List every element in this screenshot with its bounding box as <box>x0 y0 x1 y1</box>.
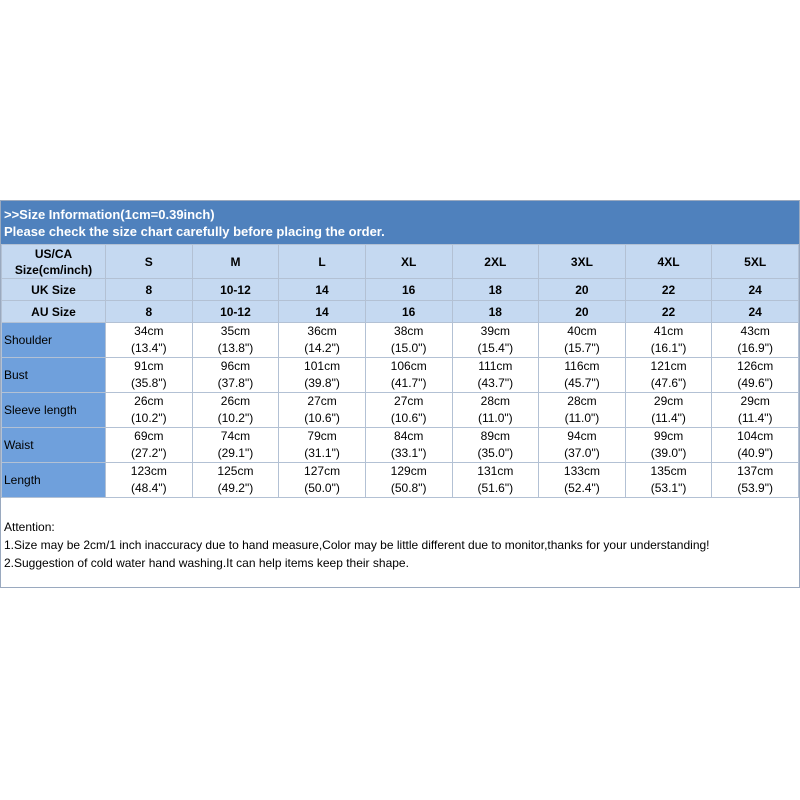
measurement-inch: (50.0") <box>304 481 340 495</box>
size-header-cell: 2XL <box>452 245 539 279</box>
measurement-label: Length <box>2 463 106 498</box>
au-size-cell: 24 <box>712 301 799 323</box>
measurement-value-cell <box>452 463 539 498</box>
measurement-inch: (16.9") <box>737 341 773 355</box>
measurement-value-cell <box>712 393 799 428</box>
measurement-cm: 129cm <box>390 464 427 478</box>
size-header-cell: XL <box>365 245 452 279</box>
measurement-cm: 84cm <box>394 429 424 443</box>
measurement-cm: 96cm <box>220 359 251 373</box>
measurement-cm: 137cm <box>737 464 774 478</box>
size-info-title: >>Size Information(1cm=0.39inch) <box>4 207 215 222</box>
measurement-cm: 69cm <box>134 429 164 443</box>
measurement-label: Shoulder <box>2 323 106 358</box>
measurement-cm: 26cm <box>220 394 251 408</box>
size-header-cell: M <box>192 245 279 279</box>
measurement-value-cell <box>712 428 799 463</box>
measurement-inch: (13.8") <box>217 341 254 355</box>
measurement-cm: 104cm <box>737 429 774 443</box>
measurement-row <box>2 358 799 393</box>
measurement-cm: 35cm <box>220 324 251 338</box>
measurement-value-cell <box>106 323 193 358</box>
measurement-row <box>2 393 799 428</box>
measurement-value-cell <box>106 358 193 393</box>
au-size-row <box>2 301 799 323</box>
measurement-inch: (48.4") <box>131 481 167 495</box>
uk-size-cell: 8 <box>106 279 193 301</box>
measurement-value-cell <box>192 323 279 358</box>
size-table <box>1 244 799 498</box>
attention-title: Attention: <box>4 520 55 534</box>
measurement-row <box>2 323 799 358</box>
measurement-cm: 111cm <box>478 359 513 373</box>
au-size-cell: 16 <box>365 301 452 323</box>
measurement-inch: (53.9") <box>737 481 773 495</box>
measurement-inch: (10.6") <box>304 411 340 425</box>
measurement-inch: (33.1") <box>390 446 427 460</box>
uk-size-cell: 24 <box>712 279 799 301</box>
measurement-value-cell <box>279 358 366 393</box>
measurement-inch: (51.6") <box>477 481 514 495</box>
uk-size-cell: 22 <box>625 279 712 301</box>
measurement-inch: (49.6") <box>737 376 773 390</box>
attention-note-2: 2.Suggestion of cold water hand washing.It can help items keep their shape. <box>4 556 409 570</box>
measurement-label: Bust <box>2 358 106 393</box>
measurement-row <box>2 428 799 463</box>
uk-size-cell: 16 <box>365 279 452 301</box>
measurement-cm: 106cm <box>390 359 427 373</box>
measurement-cm: 94cm <box>567 429 597 443</box>
au-size-cell: 20 <box>539 301 626 323</box>
measurement-inch: (35.8") <box>131 376 167 390</box>
header-label-cell <box>2 245 106 279</box>
measurement-value-cell <box>365 463 452 498</box>
measurement-cm: 121cm <box>650 359 687 373</box>
measurement-inch: (37.8") <box>217 376 254 390</box>
measurement-inch: (35.0") <box>477 446 514 460</box>
measurement-label: Waist <box>2 428 106 463</box>
size-header-cell: 4XL <box>625 245 712 279</box>
measurement-value-cell <box>365 323 452 358</box>
measurement-value-cell <box>365 428 452 463</box>
size-header-cell: 3XL <box>539 245 626 279</box>
measurement-value-cell <box>625 323 712 358</box>
measurement-value-cell <box>539 358 626 393</box>
measurement-inch: (15.4") <box>477 341 514 355</box>
measurement-cm: 41cm <box>653 324 684 338</box>
measurement-inch: (16.1") <box>650 341 687 355</box>
measurement-cm: 123cm <box>130 464 167 478</box>
au-size-cell: 10-12 <box>192 301 279 323</box>
au-size-cell: 14 <box>279 301 366 323</box>
measurement-cm: 40cm <box>567 324 597 338</box>
measurement-cm: 126cm <box>737 359 774 373</box>
measurement-value-cell <box>106 393 193 428</box>
measurement-inch: (13.4") <box>131 341 167 355</box>
measurement-inch: (10.6") <box>390 411 427 425</box>
measurement-inch: (39.0") <box>650 446 687 460</box>
measurement-value-cell <box>712 463 799 498</box>
measurement-inch: (43.7") <box>477 376 514 390</box>
measurement-value-cell <box>279 323 366 358</box>
measurement-value-cell <box>539 428 626 463</box>
measurement-cm: 99cm <box>653 429 684 443</box>
measurement-cm: 89cm <box>480 429 510 443</box>
measurement-inch: (39.8") <box>304 376 340 390</box>
uk-size-cell: 20 <box>539 279 626 301</box>
au-size-label: AU Size <box>2 301 106 323</box>
measurement-cm: 91cm <box>134 359 164 373</box>
measurement-cm: 101cm <box>304 359 341 373</box>
measurement-cm: 26cm <box>134 394 164 408</box>
attention-notes <box>4 518 710 572</box>
measurement-inch: (50.8") <box>390 481 427 495</box>
header-row <box>2 245 799 279</box>
uk-size-row <box>2 279 799 301</box>
measurement-value-cell <box>625 358 712 393</box>
measurement-value-cell <box>192 428 279 463</box>
measurement-value-cell <box>452 358 539 393</box>
measurement-inch: (45.7") <box>564 376 600 390</box>
measurement-inch: (40.9") <box>737 446 773 460</box>
uk-size-cell: 10-12 <box>192 279 279 301</box>
measurement-cm: 131cm <box>477 464 514 478</box>
measurement-value-cell <box>539 463 626 498</box>
measurement-cm: 135cm <box>650 464 687 478</box>
measurement-cm: 27cm <box>394 394 424 408</box>
measurement-value-cell <box>712 323 799 358</box>
measurement-value-cell <box>452 393 539 428</box>
measurement-cm: 28cm <box>480 394 510 408</box>
measurement-cm: 36cm <box>307 324 337 338</box>
measurement-cm: 34cm <box>134 324 164 338</box>
measurement-value-cell <box>365 358 452 393</box>
au-size-cell: 22 <box>625 301 712 323</box>
measurement-inch: (15.7") <box>564 341 600 355</box>
measurement-value-cell <box>452 428 539 463</box>
au-size-cell: 18 <box>452 301 539 323</box>
measurement-value-cell <box>539 393 626 428</box>
measurement-cm: 28cm <box>567 394 597 408</box>
measurement-value-cell <box>106 463 193 498</box>
measurement-cm: 27cm <box>307 394 337 408</box>
measurement-inch: (10.2") <box>131 411 167 425</box>
measurement-inch: (31.1") <box>304 446 340 460</box>
measurement-inch: (41.7") <box>390 376 427 390</box>
measurement-value-cell <box>192 463 279 498</box>
measurement-value-cell <box>625 463 712 498</box>
measurement-value-cell <box>192 358 279 393</box>
measurement-value-cell <box>452 323 539 358</box>
measurement-inch: (10.2") <box>217 411 254 425</box>
measurement-cm: 29cm <box>653 394 684 408</box>
size-header-cell: L <box>279 245 366 279</box>
size-header-cell: 5XL <box>712 245 799 279</box>
au-size-cell: 8 <box>106 301 193 323</box>
size-chart <box>0 200 800 588</box>
measurement-value-cell <box>625 393 712 428</box>
measurement-value-cell <box>625 428 712 463</box>
measurement-inch: (27.2") <box>131 446 167 460</box>
measurement-value-cell <box>365 393 452 428</box>
measurement-inch: (49.2") <box>217 481 254 495</box>
measurement-inch: (15.0") <box>390 341 427 355</box>
measurement-value-cell <box>279 463 366 498</box>
uk-size-cell: 18 <box>452 279 539 301</box>
size-info-instruction: Please check the size chart carefully before placing the order. <box>4 224 385 239</box>
header-label-line1: US/CA <box>34 246 73 261</box>
measurement-cm: 38cm <box>394 324 424 338</box>
measurement-row <box>2 463 799 498</box>
uk-size-label: UK Size <box>2 279 106 301</box>
measurement-value-cell <box>279 393 366 428</box>
measurement-inch: (11.4") <box>737 411 773 425</box>
measurement-cm: 127cm <box>304 464 341 478</box>
measurement-cm: 125cm <box>217 464 254 478</box>
header-label-line2: Size(cm/inch) <box>14 262 93 277</box>
measurement-inch: (11.0") <box>477 411 513 425</box>
measurement-cm: 39cm <box>480 324 510 338</box>
measurement-cm: 29cm <box>740 394 770 408</box>
measurement-cm: 133cm <box>563 464 600 478</box>
measurement-inch: (29.1") <box>217 446 254 460</box>
measurement-value-cell <box>539 323 626 358</box>
measurement-cm: 116cm <box>564 359 600 373</box>
measurement-cm: 74cm <box>220 429 251 443</box>
measurement-value-cell <box>279 428 366 463</box>
size-info-banner <box>1 201 799 244</box>
measurement-inch: (14.2") <box>304 341 340 355</box>
measurement-value-cell <box>192 393 279 428</box>
measurement-inch: (11.4") <box>651 411 686 425</box>
measurement-cm: 79cm <box>307 429 337 443</box>
attention-note-1: 1.Size may be 2cm/1 inch inaccuracy due to hand measure,Color may be little different due to monitor,thanks for your understanding! <box>4 538 710 552</box>
measurement-value-cell <box>712 358 799 393</box>
measurement-label: Sleeve length <box>2 393 106 428</box>
measurement-inch: (11.0") <box>564 411 600 425</box>
size-header-cell: S <box>106 245 193 279</box>
measurement-inch: (37.0") <box>564 446 600 460</box>
measurement-value-cell <box>106 428 193 463</box>
measurement-inch: (53.1") <box>650 481 687 495</box>
measurement-cm: 43cm <box>740 324 770 338</box>
measurement-inch: (47.6") <box>650 376 687 390</box>
measurement-inch: (52.4") <box>564 481 600 495</box>
uk-size-cell: 14 <box>279 279 366 301</box>
